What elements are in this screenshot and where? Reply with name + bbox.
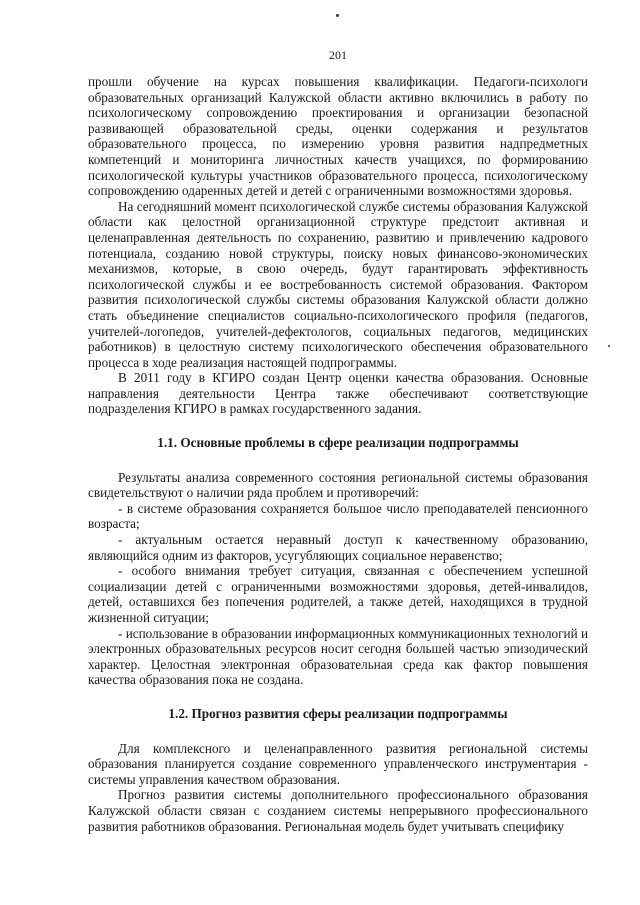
paragraph-psych-service-tasks: На сегодняшний момент психологической службе системы образования Калужской области как целостной организационной структуре предстоит активная и целенаправленная деятельность по сохранению, развитию и привлечению кадрового потенциала, созданию новой структуры, поиску новых финансово-экономических механизмов, которые, в свою очередь, будут гарантировать эффективность психологической службы и ее востребованность системой образования. Фактором развития психологической службы системы образования Калужской области должно стать объединение специалистов социально-психологического профиля (педагогов, учителей-логопедов, учителей-дефектологов, социальных педагогов, медицинских работников) в целостную систему психологического обеспечения образовательного процесса в ходе реализация настоящей подпрограммы. [88, 198, 588, 370]
paragraph-quality-management: Для комплексного и целенаправленного развития региональной системы образования планируется создание современного управленческого инструментария - системы управления качеством образования. [88, 740, 588, 787]
page-number: 201 [329, 48, 347, 62]
scan-mark-top [336, 14, 339, 17]
paragraph-psychologists-training: прошли обучение на курсах повышения квалификации. Педагоги-психологи образовательных организаций Калужской области активно включились в работу по психологическому сопровождению проектирования и организации безопасной развивающей образовательной среды, оценки содержания и результатов образовательного процесса, по измерению уровня развития надпредметных компетенций и мониторинга личностных качеств учащихся, по формированию психологической культуры участников образовательного процесса, психологическому сопровождению одаренных детей и детей с ограниченными возможностями здоровья. [88, 74, 588, 199]
paragraph-professional-education-forecast: Прогноз развития системы дополнительного профессионального образования Калужской области связан с созданием системы непрерывного профессионального развития работников образования. Региональная модель будет учитывать специфику [88, 787, 588, 834]
paragraph-analysis-results: Результаты анализа современного состояния региональной системы образования свидетельствуют о наличии ряда проблем и противоречий: [88, 469, 588, 501]
scan-mark-right [608, 345, 610, 347]
section-heading-problems: 1.1. Основные проблемы в сфере реализации подпрограммы [157, 435, 519, 451]
document-page [88, 48, 588, 834]
paragraph-quality-center: В 2011 году в КГИРО создан Центр оценки качества образования. Основные направления деятельности Центра также обеспечивают соответствующие подразделения КГИРО в рамках государственного задания. [88, 370, 588, 417]
list-item-retirement-age: - в системе образования сохраняется большое число преподавателей пенсионного возраста; [88, 500, 588, 532]
list-item-ict-usage: - использование в образовании информационных коммуникационных технологий и электронных образовательных ресурсов носит сегодня большей частью эпизодический характер. Целостная электронная образовательная среда как фактор повышения качества образования пока не создана. [88, 625, 588, 688]
section-heading-forecast: 1.2. Прогноз развития сферы реализации подпрограммы [168, 705, 508, 721]
list-item-unequal-access: - актуальным остается неравный доступ к качественному образованию, являющийся одним из факторов, усугубляющих социальное неравенство; [88, 532, 588, 563]
list-item-socialization: - особого внимания требует ситуация, связанная с обеспечением успешной социализации детей с ограниченными возможностями здоровья, детей-инвалидов, детей, оставшихся без попечения родителей, а также детей, находящихся в трудной жизненной ситуации; [88, 563, 588, 625]
